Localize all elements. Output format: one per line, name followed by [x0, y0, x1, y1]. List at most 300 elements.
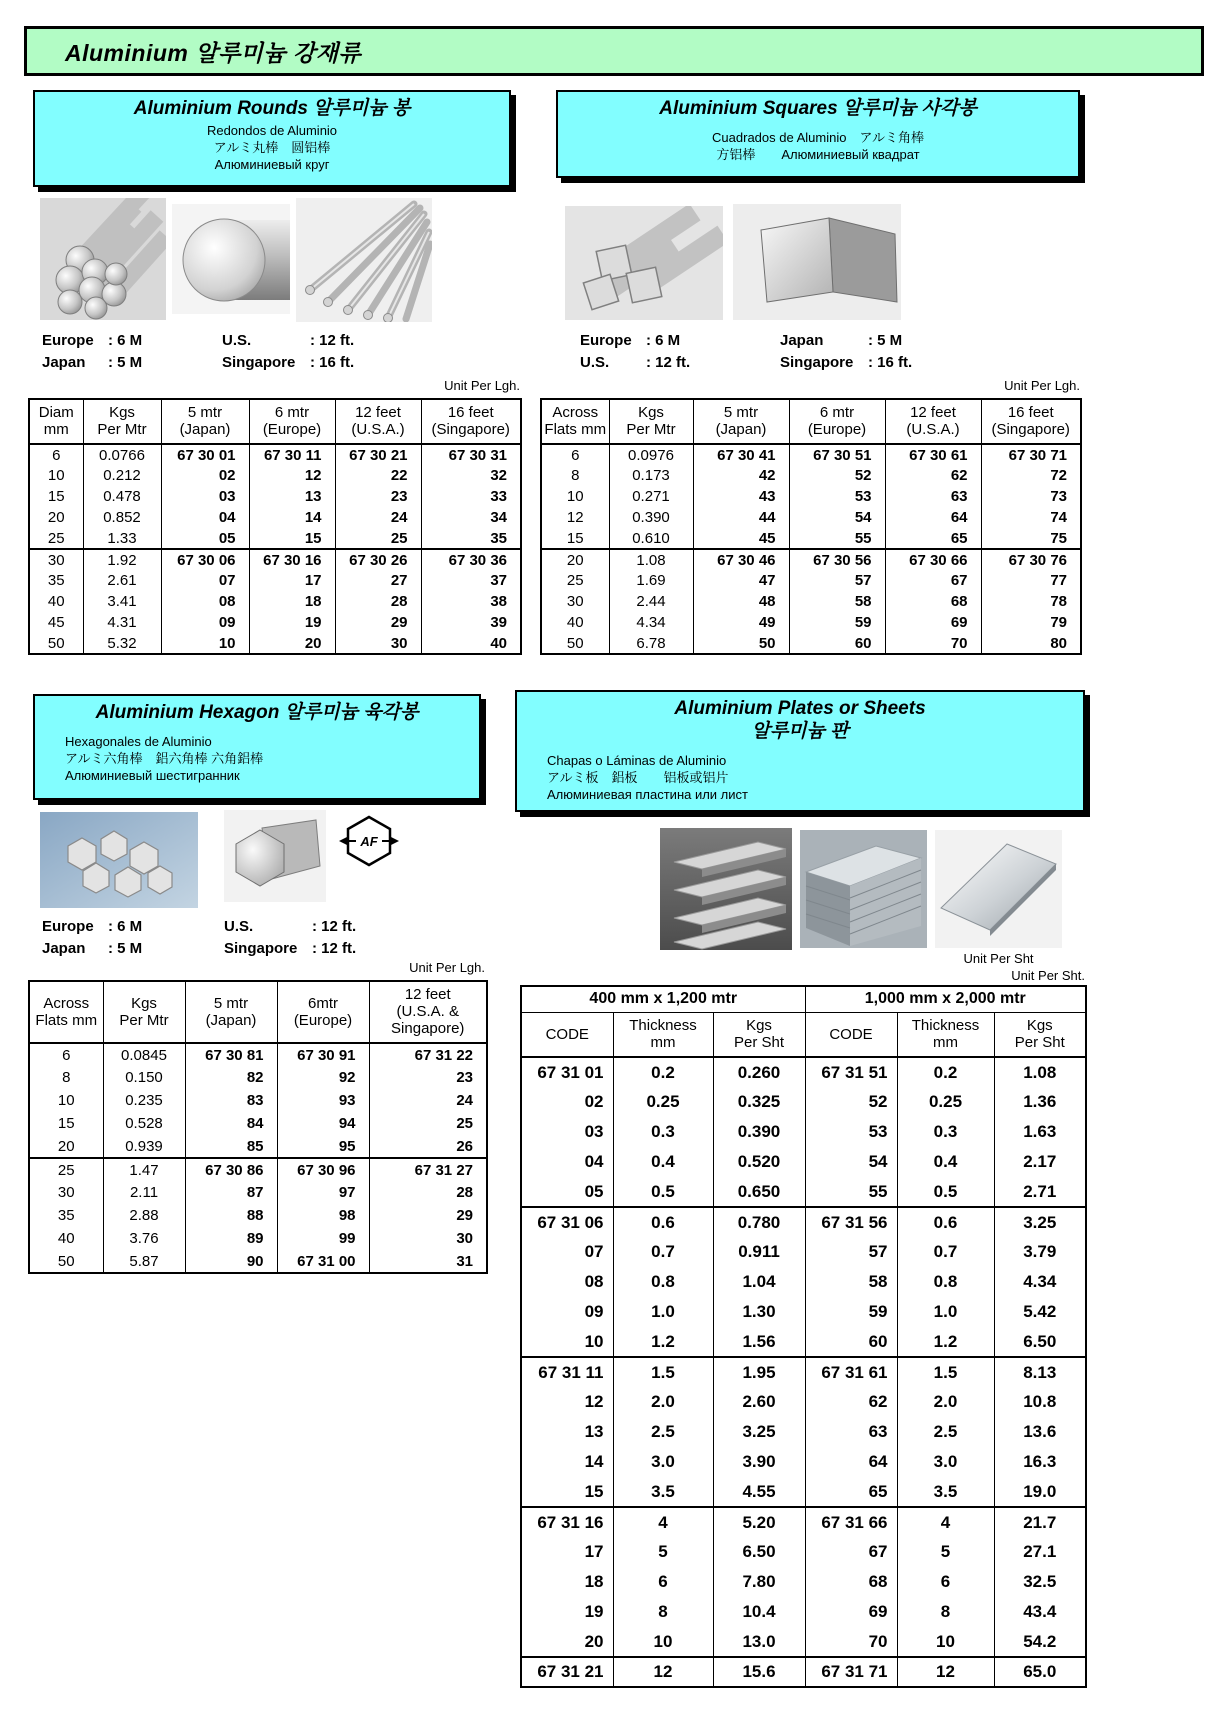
table-cell: 94 [277, 1112, 369, 1135]
table-cell: 10.8 [994, 1387, 1086, 1417]
table-cell: 57 [805, 1237, 897, 1267]
table-row [521, 1357, 1086, 1387]
table-cell: 67 31 66 [805, 1507, 897, 1537]
table-cell: 19.0 [994, 1477, 1086, 1507]
table-cell: 1.0 [897, 1297, 994, 1327]
table-row [29, 507, 521, 528]
squares-subtitle-ru: 方铝棒 Алюминиевый квадрат [716, 147, 920, 162]
table-cell: 28 [335, 591, 421, 612]
table-row [29, 591, 521, 612]
table-cell: 74 [981, 507, 1081, 528]
length-spec [42, 330, 222, 352]
plates-subtitle-ru: Алюминиевая пластина или лист [547, 787, 748, 802]
table-cell: 67 31 51 [805, 1057, 897, 1087]
length-spec-value: : 12 ft. [646, 354, 691, 371]
table-cell: 30 [335, 633, 421, 654]
table-cell: 0.25 [613, 1087, 713, 1117]
table-cell: 12 [249, 465, 335, 486]
table-cell: 20 [541, 549, 609, 570]
square-bars-bundle-photo [565, 206, 723, 320]
table-cell: 89 [185, 1227, 277, 1250]
table-cell: 62 [805, 1387, 897, 1417]
table-cell: 31 [369, 1250, 487, 1273]
span-column-header: 400 mm x 1,200 mtr [521, 986, 805, 1013]
round-bar-end-photo [172, 204, 290, 314]
table-row [29, 1250, 487, 1273]
column-header: Kgs Per Mtr [83, 399, 161, 444]
squares-unit-label: Unit Per Lgh. [1004, 378, 1080, 393]
column-header: 12 feet (U.S.A. & Singapore) [369, 981, 487, 1043]
table-cell: 32.5 [994, 1567, 1086, 1597]
table-cell: 2.5 [897, 1417, 994, 1447]
column-header: 12 feet (U.S.A.) [335, 399, 421, 444]
hexagon-length-specs [42, 916, 356, 960]
plates-unit-label: Unit Per Sht. [1011, 968, 1085, 983]
table-cell: 8 [62, 1069, 71, 1086]
length-spec-label: U.S. [222, 332, 252, 349]
length-spec [780, 330, 912, 352]
table-row [521, 1117, 1086, 1147]
round-bars-bundle-photo [40, 198, 166, 320]
table-cell: 80 [981, 633, 1081, 654]
table-cell: 1.2 [897, 1327, 994, 1357]
table-cell: 3.90 [713, 1447, 805, 1477]
table-cell: 0.852 [83, 507, 161, 528]
table-row [541, 633, 1081, 654]
table-cell: 0.8 [897, 1267, 994, 1297]
table-row [541, 591, 1081, 612]
table-row [541, 465, 1081, 486]
table-cell: 88 [185, 1204, 277, 1227]
table-cell: 67 30 66 [885, 549, 981, 570]
length-spec-value: : 6 M [646, 332, 681, 349]
table-cell: 67 31 27 [369, 1158, 487, 1181]
table-row [541, 528, 1081, 549]
table-cell: 23 [369, 1066, 487, 1089]
table-cell: 92 [277, 1066, 369, 1089]
table-cell: 05 [161, 528, 249, 549]
table-row [29, 633, 521, 654]
table-row [29, 1158, 487, 1181]
length-spec-label: Europe [42, 918, 94, 935]
table-row [29, 1043, 487, 1066]
table-cell: 13 [584, 1422, 604, 1441]
table-cell: 0.6 [897, 1207, 994, 1237]
length-spec-value: : 12 ft. [312, 940, 357, 957]
table-cell: 10 [613, 1627, 713, 1657]
table-cell: 20 [47, 509, 65, 526]
hex-bars-bundle-photo [40, 812, 198, 908]
table-cell: 43.4 [994, 1597, 1086, 1627]
table-cell: 0.4 [897, 1147, 994, 1177]
table-cell: 20 [584, 1631, 604, 1651]
table-cell: 0.150 [103, 1066, 185, 1089]
table-cell: 2.44 [609, 591, 693, 612]
table-cell: 75 [981, 528, 1081, 549]
table-cell: 0.5 [613, 1177, 713, 1207]
lengths-column [222, 330, 354, 374]
table-cell: 65.0 [994, 1657, 1086, 1687]
table-cell: 59 [805, 1297, 897, 1327]
column-header: Kgs Per Mtr [609, 399, 693, 444]
table-row [521, 1147, 1086, 1177]
table-cell: 67 30 91 [277, 1043, 369, 1066]
table-cell: 3.0 [897, 1447, 994, 1477]
table-row [521, 1477, 1086, 1507]
table-cell: 67 [805, 1537, 897, 1567]
table-cell: 4.34 [609, 612, 693, 633]
table-row [521, 1237, 1086, 1267]
table-cell: 6 [897, 1567, 994, 1597]
table-cell: 0.235 [103, 1089, 185, 1112]
table-cell: 17 [249, 570, 335, 591]
table-row [541, 486, 1081, 507]
column-header: 5 mtr (Japan) [161, 399, 249, 444]
length-spec [42, 916, 224, 938]
svg-text:AF: AF [360, 834, 378, 849]
column-header: Kgs Per Mtr [103, 981, 185, 1043]
table-cell: 1.95 [713, 1357, 805, 1387]
table-cell: 25 [47, 529, 65, 547]
table-row [521, 1597, 1086, 1627]
table-cell: 12 [584, 1392, 604, 1411]
table-cell: 52 [805, 1087, 897, 1117]
length-spec-label: Singapore [780, 354, 854, 371]
hexagon-section-header [33, 694, 481, 800]
table-cell: 40 [421, 633, 521, 654]
table-cell: 39 [421, 612, 521, 633]
table-cell: 1.36 [994, 1087, 1086, 1117]
table-cell: 14 [584, 1452, 604, 1471]
table-cell: 64 [885, 507, 981, 528]
table-cell: 67 31 22 [369, 1043, 487, 1066]
table-cell: 2.5 [613, 1417, 713, 1447]
table-row [29, 612, 521, 633]
length-spec-label: Japan [780, 332, 824, 349]
table-cell: 67 30 46 [693, 549, 789, 570]
length-spec-value: : 6 M [108, 918, 143, 935]
table-cell: 98 [277, 1204, 369, 1227]
table-cell: 0.6 [613, 1207, 713, 1237]
table-cell: 0.325 [713, 1087, 805, 1117]
length-spec-label: Japan [42, 940, 86, 957]
table-cell: 4 [613, 1507, 713, 1537]
table-cell: 35 [47, 572, 65, 589]
table-cell: 6.78 [609, 633, 693, 654]
column-header: 6 mtr (Europe) [249, 399, 335, 444]
length-spec-label: Europe [42, 332, 94, 349]
table-cell: 0.478 [83, 486, 161, 507]
table-row [29, 1089, 487, 1112]
table-cell: 3.0 [613, 1447, 713, 1477]
table-cell: 72 [981, 465, 1081, 486]
hexagon-subtitle-cjk: アルミ六角棒 鋁六角棒 六角鋁棒 [65, 751, 264, 766]
table-row [29, 1204, 487, 1227]
table-cell: 23 [335, 486, 421, 507]
rounds-length-specs [42, 330, 354, 374]
table-cell: 45 [47, 614, 65, 631]
table-cell: 67 30 21 [335, 444, 421, 465]
table-cell: 08 [161, 591, 249, 612]
table-cell: 0.173 [609, 465, 693, 486]
table-cell: 90 [185, 1250, 277, 1273]
table-cell: 21.7 [994, 1507, 1086, 1537]
rounds-title: Aluminium Rounds 알루미늄 봉 [133, 98, 411, 119]
table-cell: 15 [47, 488, 65, 505]
column-header: Thickness mm [897, 1013, 994, 1058]
table-cell: 82 [185, 1066, 277, 1089]
table-cell: 67 30 56 [789, 549, 885, 570]
table-cell: 0.2 [897, 1057, 994, 1087]
table-cell: 10 [57, 1092, 75, 1109]
table-cell: 67 30 61 [885, 444, 981, 465]
table-cell: 2.0 [613, 1387, 713, 1417]
hex-bar-photo [224, 810, 326, 902]
table-cell: 30 [57, 1184, 75, 1201]
table-row [29, 1227, 487, 1250]
column-header: 5 mtr (Japan) [185, 981, 277, 1043]
plates-stack-photo [660, 828, 792, 950]
table-cell: 50 [566, 634, 584, 652]
table-cell: 67 30 41 [693, 444, 789, 465]
lengths-column [224, 916, 356, 960]
table-cell: 67 31 71 [805, 1657, 897, 1687]
table-row [29, 465, 521, 486]
table-cell: 67 31 16 [521, 1507, 613, 1537]
table-cell: 18 [584, 1572, 604, 1591]
table-cell: 30 [29, 549, 83, 570]
table-cell: 30 [369, 1227, 487, 1250]
table-cell: 52 [789, 465, 885, 486]
length-spec-label: Singapore [224, 940, 298, 957]
table-cell: 6 [62, 1046, 71, 1064]
table-cell: 4.34 [994, 1267, 1086, 1297]
table-cell: 50 [57, 1252, 75, 1270]
span-column-header: 1,000 mm x 2,000 mtr [805, 986, 1086, 1013]
table-cell: 8 [897, 1597, 994, 1627]
lengths-column [780, 330, 912, 374]
length-spec [580, 330, 780, 352]
table-cell: 54 [789, 507, 885, 528]
table-cell: 40 [57, 1230, 75, 1247]
table-cell: 0.911 [713, 1237, 805, 1267]
table-cell: 35 [421, 528, 521, 549]
table-row [29, 1181, 487, 1204]
table-row [521, 1387, 1086, 1417]
table-cell: 67 31 21 [521, 1657, 613, 1687]
table-cell: 1.30 [713, 1297, 805, 1327]
table-cell: 68 [885, 591, 981, 612]
table-cell: 13.6 [994, 1417, 1086, 1447]
table-cell: 07 [584, 1242, 604, 1261]
table-cell: 44 [693, 507, 789, 528]
table-cell: 67 [885, 570, 981, 591]
rounds-subtitle-ru: Алюминиевый круг [214, 157, 330, 172]
table-cell: 3.25 [713, 1417, 805, 1447]
table-cell: 58 [805, 1267, 897, 1297]
column-header: Across Flats mm [29, 981, 103, 1043]
table-cell: 3.5 [613, 1477, 713, 1507]
data-table [28, 398, 522, 655]
table-row [521, 1207, 1086, 1237]
column-header: 6mtr (Europe) [277, 981, 369, 1043]
table-cell: 3.41 [83, 591, 161, 612]
table-cell: 0.5 [897, 1177, 994, 1207]
table-cell: 8 [571, 467, 580, 484]
table-cell: 33 [421, 486, 521, 507]
sheets-stack-photo [800, 830, 927, 948]
table-cell: 34 [421, 507, 521, 528]
table-cell: 6 [52, 446, 61, 464]
table-cell: 0.780 [713, 1207, 805, 1237]
column-header: Across Flats mm [541, 399, 609, 444]
length-spec [222, 352, 354, 374]
table-row [521, 1537, 1086, 1567]
table-cell: 7.80 [713, 1567, 805, 1597]
table-cell: 0.212 [83, 465, 161, 486]
table-cell: 63 [885, 486, 981, 507]
table-cell: 8.13 [994, 1357, 1086, 1387]
table-cell: 27 [335, 570, 421, 591]
table-row [521, 1177, 1086, 1207]
table-cell: 35 [57, 1207, 75, 1224]
column-header: 5 mtr (Japan) [693, 399, 789, 444]
table-cell: 50 [693, 633, 789, 654]
table-cell: 5 [613, 1537, 713, 1567]
table-span-header-row [521, 986, 1086, 1013]
length-spec-value: : 5 M [108, 940, 143, 957]
table-cell: 1.92 [83, 549, 161, 570]
table-cell: 70 [885, 633, 981, 654]
table-cell: 2.17 [994, 1147, 1086, 1177]
table-cell: 67 30 86 [185, 1158, 277, 1181]
table-cell: 55 [805, 1177, 897, 1207]
table-cell: 20 [249, 633, 335, 654]
table-row [521, 1267, 1086, 1297]
table-row [29, 444, 521, 465]
column-header: 16 feet (Singapore) [981, 399, 1081, 444]
table-cell: 15.6 [713, 1657, 805, 1687]
table-cell: 5.20 [713, 1507, 805, 1537]
table-cell: 0.390 [713, 1117, 805, 1147]
table-row [521, 1087, 1086, 1117]
table-row [29, 1112, 487, 1135]
table-cell: 25 [335, 528, 421, 549]
table-cell: 03 [584, 1122, 604, 1141]
table-cell: 4.55 [713, 1477, 805, 1507]
squares-section-header [556, 90, 1080, 178]
table-cell: 0.520 [713, 1147, 805, 1177]
table-cell: 62 [885, 465, 981, 486]
lengths-column [42, 330, 222, 374]
table-cell: 63 [805, 1417, 897, 1447]
table-cell: 54 [805, 1147, 897, 1177]
table-row [29, 1066, 487, 1089]
table-header-row [541, 399, 1081, 444]
table-cell: 1.2 [613, 1327, 713, 1357]
table-cell: 0.8 [613, 1267, 713, 1297]
table-cell: 2.71 [994, 1177, 1086, 1207]
table-cell: 69 [885, 612, 981, 633]
table-header-row [521, 1013, 1086, 1058]
table-cell: 0.528 [103, 1112, 185, 1135]
table-row [541, 570, 1081, 591]
rounds-unit-label: Unit Per Lgh. [444, 378, 520, 393]
table-header-row [29, 981, 487, 1043]
table-cell: 05 [584, 1181, 604, 1201]
table-cell: 1.5 [613, 1357, 713, 1387]
table-cell: 6.50 [994, 1327, 1086, 1357]
table-cell: 45 [693, 528, 789, 549]
data-table [28, 980, 488, 1274]
table-cell: 1.33 [83, 528, 161, 549]
table-cell: 3.79 [994, 1237, 1086, 1267]
table-cell: 0.0766 [83, 444, 161, 465]
table-cell: 70 [805, 1627, 897, 1657]
column-header: Thickness mm [613, 1013, 713, 1058]
table-cell: 25 [566, 572, 584, 589]
plates-subtitle-es: Chapas o Láminas de Aluminio [547, 753, 727, 768]
table-cell: 60 [805, 1327, 897, 1357]
table-cell: 37 [421, 570, 521, 591]
table-cell: 0.650 [713, 1177, 805, 1207]
table-cell: 07 [161, 570, 249, 591]
table-cell: 68 [805, 1567, 897, 1597]
rounds-subtitle-cjk: アルミ丸棒 圆铝棒 [213, 140, 331, 155]
table-cell: 24 [369, 1089, 487, 1112]
table-cell: 15 [584, 1481, 604, 1501]
length-spec-value: : 12 ft. [312, 918, 357, 935]
table-cell: 15 [249, 528, 335, 549]
length-spec [580, 352, 780, 374]
plates-unit-photo-label: Unit Per Sht [963, 951, 1034, 966]
table-cell: 2.0 [897, 1387, 994, 1417]
table-row [521, 1327, 1086, 1357]
table-cell: 18 [249, 591, 335, 612]
table-cell: 28 [369, 1181, 487, 1204]
table-cell: 67 30 26 [335, 549, 421, 570]
table-cell: 0.0845 [103, 1043, 185, 1066]
table-cell: 38 [421, 591, 521, 612]
length-spec-value: : 16 ft. [868, 354, 913, 371]
table-cell: 67 30 11 [249, 444, 335, 465]
table-cell: 67 30 51 [789, 444, 885, 465]
table-cell: 32 [421, 465, 521, 486]
table-cell: 0.7 [613, 1237, 713, 1267]
length-spec-label: Singapore [222, 354, 296, 371]
table-cell: 5.42 [994, 1297, 1086, 1327]
length-spec-label: U.S. [580, 354, 610, 371]
table-cell: 67 30 71 [981, 444, 1081, 465]
across-flats-diagram [338, 812, 400, 870]
table-cell: 6 [571, 446, 580, 464]
table-cell: 47 [693, 570, 789, 591]
column-header: Kgs Per Sht [994, 1013, 1086, 1058]
table-cell: 65 [805, 1477, 897, 1507]
table-cell: 59 [789, 612, 885, 633]
table-row [521, 1627, 1086, 1657]
table-cell: 12 [613, 1657, 713, 1687]
hexagon-table [28, 980, 486, 1274]
table-cell: 84 [185, 1112, 277, 1135]
table-cell: 67 30 81 [185, 1043, 277, 1066]
table-cell: 0.7 [897, 1237, 994, 1267]
length-spec [224, 916, 356, 938]
table-cell: 93 [277, 1089, 369, 1112]
table-cell: 67 31 61 [805, 1357, 897, 1387]
table-cell: 0.2 [613, 1057, 713, 1087]
plates-subtitle-cjk: アルミ板 鋁板 铝板或铝片 [547, 770, 729, 785]
